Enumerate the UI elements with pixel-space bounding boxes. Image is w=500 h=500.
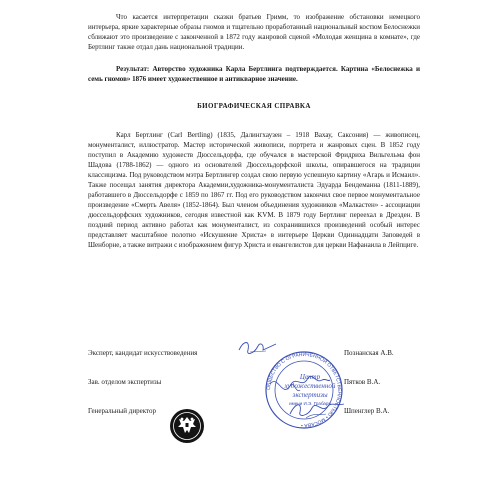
signatory-role-head-of-expertise: Зав. отделом экспертизы bbox=[88, 378, 162, 386]
signatory-role-expert: Эксперт, кандидат искусствоведения bbox=[88, 349, 198, 357]
biography-paragraph: Карл Бертлинг (Carl Bertling) (1835, Далингхаузен – 1918 Вахау, Саксония) — живописец, монументалист, иллюстратор. Мастер исторической живописи, портрета и жанровых сцен. В 1852 году поступил в Академию художеств Дюссельдорфа, где обучался в мастерской Фридриха Вильгельма фон Шадова (1788-1862) — одного из основателей Дюссельдорфской школы, опиравшегося на традиции классицизма. Под руководством мэтра Бертлингер создал свою первую успешную картину «Агарь и Исмаил». Также посещал занятия директора Академии,художника-монументалиста Эдуарда Бендеманна (1811-1889), работавшего в Дюссельдорфе с 1859 по 1867 гг. Под его руководством закончил свое первое монументальное произведение «Смерть Авеля» (1852-1864). Был членом объединения художников «Малкастен» - ассоциации дюссельдорфских художников, сегодня известной как KVM. В 1879 году Бертлинг переехал в Дрезден. В поздний период активно работал как монументалист, из сохранившихся произведений особый интерес представляет масштабное полотно «Искушение Христа» в интерьере Церкви Одиннадцати Заповедей в Шенборне, а также витражи с изображением фигур Христа и евангелистов для церкви Нафанаила в Лейпциге. bbox=[88, 131, 420, 249]
biography-heading: БИОГРАФИЧЕСКАЯ СПРАВКА bbox=[197, 102, 311, 110]
signatory-name-director: Шпенглер В.А. bbox=[344, 407, 390, 415]
organization-seal bbox=[256, 350, 352, 430]
signatory-role-director: Генеральный директор bbox=[88, 407, 156, 415]
signatory-name-expert: Познанская А.В. bbox=[344, 349, 394, 357]
seal-ring-text: ОБЩЕСТВО С ОГРАНИЧЕННОЙ ОТВЕТСТВЕННОСТЬЮ • МОСКВА • bbox=[265, 351, 343, 429]
seal-line-2: художественной bbox=[284, 382, 336, 390]
seal-graphic bbox=[256, 350, 352, 430]
result-paragraph: Результат: Авторство художника Карла Бертлинга подтверждается. Картина «Белоснежка и семь гномов» 1876 имеет художественное и антикварное значение. bbox=[88, 65, 420, 83]
signatory-name-head-of-expertise: Пятков В.А. bbox=[344, 378, 381, 386]
seal-line-4: имени И.Э. Грабаря bbox=[289, 401, 331, 406]
intro-paragraph: Что касается интерпретации сказки братьев Гримм, то изображение обстановки немецкого интерьера, яркие характерные образы гномов и тщательно проработанный национальный костюм Белоснежки сближают это произведение с законченной в 1872 году жанровой сценой «Молодая женщина в комнате», где Бертлинг также отдал дань национальной традиции. bbox=[88, 13, 420, 51]
eagle-emblem-icon bbox=[169, 408, 205, 444]
seal-line-1: Центр bbox=[299, 373, 321, 381]
seal-line-3: экспертизы bbox=[292, 391, 328, 399]
